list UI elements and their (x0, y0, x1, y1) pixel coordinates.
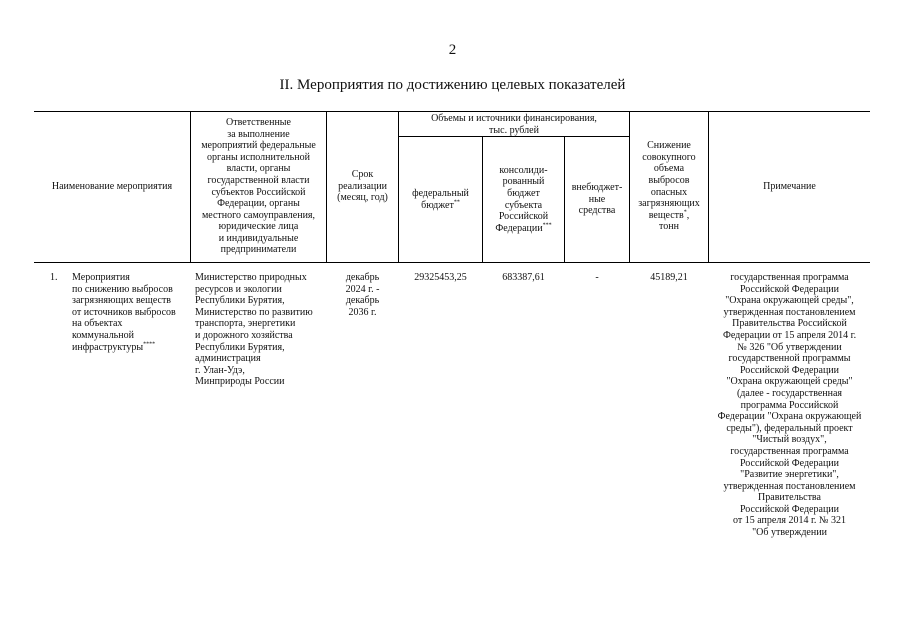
header-reduction-label: Снижение совокупного объема выбросов опасных загрязняющих веществ (638, 140, 700, 221)
row-consolidated: 683387,61 (502, 272, 545, 283)
header-reduction-footnote: * (683, 209, 687, 216)
row-number: 1. (50, 272, 58, 283)
header-note: Примечание (763, 180, 816, 192)
row-name-text: Мероприятия по снижению выбросов загрязняющих веществ от источников выбросов на объектах коммунальной инфраструктуры (72, 272, 176, 353)
header-offbudget: внебюджет- ные средства (571, 182, 623, 217)
measures-table-header (34, 111, 870, 263)
header-funding: Объемы и источники финансирования, тыс. рублей (431, 113, 597, 136)
section-title: II. Мероприятия по достижению целевых показателей (279, 77, 626, 93)
header-consolidated-footnote: *** (542, 222, 552, 229)
row-name (72, 272, 190, 353)
header-responsible: Ответственные за выполнение мероприятий федеральные органы исполнительной власти, органы государственной власти субъектов Российской Федерации, органы местного самоуправления, юридические лица и индивидуальные предприниматели (201, 116, 316, 256)
header-federal-footnote: ** (453, 199, 460, 206)
header-consolidated-label: консолиди- рованный бюджет субъекта Российской Федерации (495, 164, 549, 234)
header-reduction-unit: , тонн (659, 209, 690, 233)
header-federal (399, 137, 482, 262)
row-federal: 29325453,25 (414, 272, 467, 283)
row-term: декабрь 2024 г. - декабрь 2036 г. (345, 272, 380, 318)
row-reduction: 45189,21 (650, 272, 688, 283)
row-offbudget: - (595, 272, 599, 283)
header-consolidated (483, 137, 564, 262)
header-name: Наименование мероприятия (51, 180, 173, 192)
row-note: государственная программа Российской Федерации "Охрана окружающей среды", утвержденная постановлением Правительства Российской Федерации от 15 апреля 2014 г. № 326 "Об утверждении государственной программы Российской Федерации "Охрана окружающей среды" (далее - государственная программа Российской Федерации "Охрана окружающей среды"), федеральный проект "Чистый воздух", государственная программа Российской Федерации "Развитие энергетики", утвержденная постановлением Правительства Российской Федерации от 15 апреля 2014 г. № 321 "Об утверждении (717, 272, 862, 539)
header-term: Срок реализации (месяц, год) (337, 169, 388, 204)
row-responsible: Министерство природных ресурсов и экологии Республики Бурятия, Министерство по развитию транспорта, энергетики и дорожного хозяйства Республики Бурятия, администрация г. Улан-Удэ, Минприроды России (195, 272, 313, 388)
page-number: 2 (448, 42, 457, 58)
header-reduction (630, 111, 708, 262)
header-bottom-border (34, 262, 870, 263)
header-federal-label: федеральный бюджет (412, 187, 469, 211)
row-name-footnote: **** (143, 341, 156, 348)
